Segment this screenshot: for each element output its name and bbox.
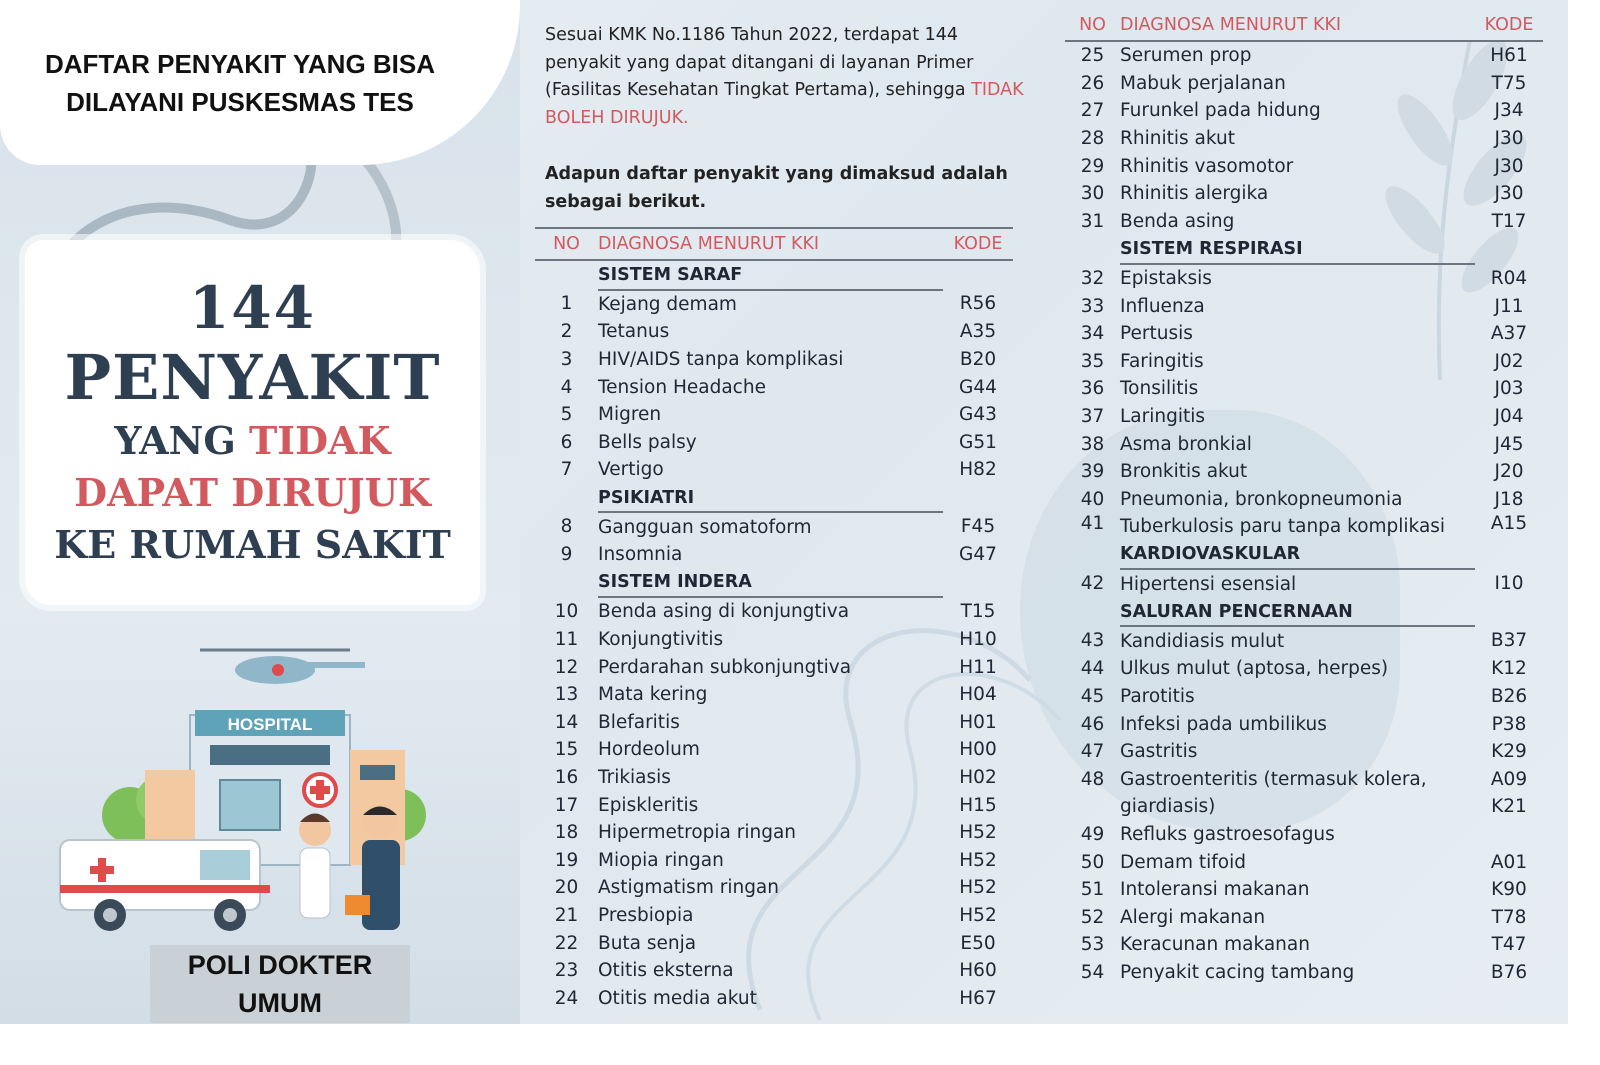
header-title-line-2: DILAYANI PUSKESMAS TES <box>66 86 414 117</box>
row-number: 34 <box>1080 323 1105 345</box>
intro-subtext: Adapun daftar penyakit yang dimaksud adalah sebagai berikut. <box>545 164 1008 212</box>
row-code: G51 <box>959 431 997 453</box>
row-code: H15 <box>959 794 997 816</box>
table-row <box>535 846 1013 874</box>
row-number: 32 <box>1080 267 1105 289</box>
row-code: T15 <box>960 600 996 622</box>
row-number: 44 <box>1080 658 1105 680</box>
row-number: 39 <box>1080 461 1105 483</box>
row-code: H52 <box>959 904 997 926</box>
row-number: 17 <box>554 794 579 816</box>
poli-label <box>150 945 410 1023</box>
row-diagnosis: Episkleritis <box>598 794 699 816</box>
row-diagnosis: giardiasis) <box>1120 796 1216 818</box>
row-diagnosis: Faringitis <box>1120 350 1204 372</box>
row-diagnosis: Migren <box>598 404 662 426</box>
intro-highlight: TIDAK BOLEH DIRUJUK. <box>545 80 1024 128</box>
row-number: 9 <box>560 544 573 566</box>
row-number: 14 <box>554 711 579 733</box>
table-row <box>535 373 1013 401</box>
header-code: KODE <box>1475 10 1543 41</box>
row-diagnosis: Influenza <box>1120 295 1205 317</box>
row-number: 7 <box>560 459 573 481</box>
table-row <box>1065 821 1543 849</box>
row-code: P38 <box>1491 713 1527 735</box>
row-number: 3 <box>560 349 573 371</box>
table-row <box>535 512 1013 541</box>
row-code: B20 <box>959 349 997 371</box>
row-code: B76 <box>1490 961 1528 983</box>
row-code: H67 <box>959 987 997 1009</box>
row-diagnosis: Infeksi pada umbilikus <box>1120 713 1327 735</box>
row-number: 1 <box>560 293 573 315</box>
row-code: B37 <box>1490 630 1528 652</box>
table-row <box>535 764 1013 792</box>
row-code: J18 <box>1494 488 1524 510</box>
poli-label-line-1: POLI DOKTER <box>187 950 373 980</box>
header-code: KODE <box>943 228 1013 260</box>
table-row <box>1065 903 1543 931</box>
banner-number: 144 <box>188 273 317 342</box>
table-row <box>535 318 1013 346</box>
table-row <box>1065 208 1543 236</box>
row-code: R04 <box>1490 267 1528 289</box>
section-spacer <box>943 260 1013 290</box>
row-diagnosis: Rhinitis alergika <box>1120 183 1269 205</box>
row-code: H02 <box>959 766 997 788</box>
row-diagnosis: Parotitis <box>1120 685 1195 707</box>
row-diagnosis: Rhinitis vasomotor <box>1120 155 1294 177</box>
row-number: 4 <box>560 376 573 398</box>
section-row <box>1065 598 1543 627</box>
table-row <box>1065 931 1543 959</box>
row-diagnosis: Demam tifoid <box>1120 851 1246 873</box>
section-title: SISTEM RESPIRASI <box>1120 235 1475 264</box>
table-row <box>535 346 1013 374</box>
row-code: K29 <box>1491 741 1527 763</box>
table-row <box>1065 180 1543 208</box>
row-number <box>1065 793 1120 821</box>
table-row <box>1065 430 1543 458</box>
section-title: SISTEM SARAF <box>598 260 943 290</box>
row-diagnosis: Gangguan somatoform <box>598 516 812 538</box>
row-number: 53 <box>1080 934 1105 956</box>
table-row <box>1065 97 1543 125</box>
row-diagnosis: Asma bronkial <box>1120 433 1252 455</box>
row-diagnosis: Epistaksis <box>1120 268 1212 290</box>
row-number: 29 <box>1080 155 1105 177</box>
row-diagnosis: Hipermetropia ringan <box>598 822 797 844</box>
table-row <box>535 597 1013 626</box>
section-row <box>535 569 1013 598</box>
table-row <box>535 791 1013 819</box>
row-code: J45 <box>1494 433 1524 455</box>
row-number: 2 <box>560 321 573 343</box>
banner-word: PENYAKIT <box>64 340 441 414</box>
row-diagnosis: Gastritis <box>1120 741 1198 763</box>
table-row <box>535 429 1013 457</box>
row-number: 25 <box>1080 45 1105 67</box>
row-diagnosis: Tonsilitis <box>1120 378 1199 400</box>
section-row <box>535 260 1013 290</box>
row-code: J34 <box>1494 100 1524 122</box>
row-number: 54 <box>1080 961 1105 983</box>
table-row <box>1065 264 1543 293</box>
row-number: 38 <box>1080 433 1105 455</box>
table-row <box>535 401 1013 429</box>
diagnosis-table-left <box>535 227 1013 1012</box>
row-code: E50 <box>960 932 996 954</box>
table-row <box>1065 152 1543 180</box>
row-diagnosis: Tetanus <box>598 321 670 343</box>
table-row <box>1065 403 1543 431</box>
row-code: H60 <box>959 960 997 982</box>
table-row <box>1065 876 1543 904</box>
section-spacer <box>1065 598 1120 627</box>
row-code: H01 <box>959 711 997 733</box>
intro-paragraph <box>545 22 1025 132</box>
table-header-row <box>1065 10 1543 41</box>
row-code: J30 <box>1494 128 1524 150</box>
section-title: SALURAN PENCERNAAN <box>1120 598 1475 627</box>
table-row <box>1065 626 1543 655</box>
row-diagnosis: Astigmatism ringan <box>598 877 779 899</box>
header-diagnosis: DIAGNOSA MENURUT KKI <box>1120 10 1475 41</box>
section-row <box>1065 541 1543 570</box>
row-code: H82 <box>959 459 997 481</box>
row-diagnosis: Vertigo <box>598 459 664 481</box>
row-diagnosis: Tuberkulosis paru tanpa komplikasi <box>1120 516 1446 538</box>
table-row <box>1065 848 1543 876</box>
row-number: 16 <box>554 766 579 788</box>
row-number: 6 <box>560 431 573 453</box>
row-number: 20 <box>554 877 579 899</box>
table-row <box>535 290 1013 319</box>
row-diagnosis: Insomnia <box>598 544 683 566</box>
table-row <box>1065 486 1543 514</box>
row-code: A01 <box>1490 851 1528 873</box>
intro-text: Sesuai KMK No.1186 Tahun 2022, terdapat 144 penyakit yang dapat ditangani di layanan Primer (Fasilitas Kesehatan Tingkat Pertama), sehingga <box>545 25 974 100</box>
table-row <box>1065 125 1543 153</box>
section-spacer <box>535 484 598 513</box>
row-code: G47 <box>959 544 997 566</box>
row-number: 45 <box>1080 685 1105 707</box>
section-spacer <box>1065 541 1120 570</box>
row-diagnosis: Alergi makanan <box>1120 906 1266 928</box>
row-number: 47 <box>1080 741 1105 763</box>
row-number: 21 <box>554 904 579 926</box>
section-spacer <box>535 260 598 290</box>
row-code: H52 <box>959 822 997 844</box>
row-code: H61 <box>1490 45 1528 67</box>
table-row <box>1065 738 1543 766</box>
row-diagnosis: Tension Headache <box>598 376 766 398</box>
section-title: SISTEM INDERA <box>598 569 943 598</box>
row-diagnosis: Otitis eksterna <box>598 960 734 982</box>
row-number: 12 <box>554 656 579 678</box>
row-number: 10 <box>554 600 579 622</box>
row-diagnosis: Miopia ringan <box>598 849 724 871</box>
row-code: R56 <box>959 293 997 315</box>
row-code: K90 <box>1491 879 1527 901</box>
row-diagnosis: Buta senja <box>598 932 697 954</box>
row-code: H52 <box>959 877 997 899</box>
row-diagnosis: Pneumonia, bronkopneumonia <box>1120 488 1403 510</box>
table-row <box>535 541 1013 569</box>
row-diagnosis: Bells palsy <box>598 431 697 453</box>
table-row <box>535 957 1013 985</box>
table-row <box>535 929 1013 957</box>
row-code: H10 <box>959 629 997 651</box>
hospital-sign: HOSPITAL <box>227 715 313 734</box>
table-row <box>1065 569 1543 598</box>
row-code: J04 <box>1494 406 1524 428</box>
table-row <box>535 681 1013 709</box>
table-row <box>535 709 1013 737</box>
row-code: H04 <box>959 684 997 706</box>
row-code: J02 <box>1494 350 1524 372</box>
section-title: PSIKIATRI <box>598 484 943 513</box>
row-diagnosis: Serumen prop <box>1120 45 1252 67</box>
table-row <box>535 874 1013 902</box>
row-diagnosis: Furunkel pada hidung <box>1120 100 1321 122</box>
row-number: 15 <box>554 739 579 761</box>
row-code: B26 <box>1490 685 1528 707</box>
table-row <box>1065 320 1543 348</box>
row-code: G43 <box>959 404 997 426</box>
row-diagnosis: HIV/AIDS tanpa komplikasi <box>598 349 844 371</box>
row-diagnosis: Benda asing di konjungtiva <box>598 601 850 623</box>
section-spacer <box>1475 235 1543 264</box>
row-diagnosis: Pertusis <box>1120 323 1193 345</box>
table-row <box>535 653 1013 681</box>
table-row <box>1065 348 1543 376</box>
row-code: H11 <box>959 656 997 678</box>
row-diagnosis: Intoleransi makanan <box>1120 879 1310 901</box>
row-number: 42 <box>1080 573 1105 595</box>
table-row <box>1065 765 1543 793</box>
row-code: A35 <box>959 321 997 343</box>
section-row <box>535 484 1013 513</box>
row-diagnosis: Penyakit cacing tambang <box>1120 961 1355 983</box>
poli-label-line-2: UMUM <box>238 988 322 1018</box>
row-code: T17 <box>1491 210 1527 232</box>
section-spacer <box>1475 541 1543 570</box>
table-row <box>1065 41 1543 70</box>
row-number: 31 <box>1080 210 1105 232</box>
row-code: A37 <box>1490 323 1528 345</box>
table-row <box>1065 513 1543 541</box>
row-number: 28 <box>1080 128 1105 150</box>
section-spacer <box>1475 598 1543 627</box>
row-code: J11 <box>1494 295 1524 317</box>
row-number: 49 <box>1080 823 1105 845</box>
header-no: NO <box>535 228 598 260</box>
row-number: 41 <box>1080 513 1105 535</box>
row-code: T47 <box>1491 934 1527 956</box>
row-number: 19 <box>554 849 579 871</box>
row-code: K21 <box>1491 796 1527 818</box>
row-number: 46 <box>1080 713 1105 735</box>
row-diagnosis: Kandidiasis mulut <box>1120 630 1285 652</box>
section-title: KARDIOVASKULAR <box>1120 541 1475 570</box>
row-diagnosis: Presbiopia <box>598 904 694 926</box>
table-row <box>1065 375 1543 403</box>
row-diagnosis: Gastroenteritis (termasuk kolera, <box>1120 768 1427 790</box>
banner-line-3a: YANG <box>114 417 250 463</box>
row-code: G44 <box>959 376 997 398</box>
row-diagnosis: Mabuk perjalanan <box>1120 72 1286 94</box>
row-diagnosis: Blefaritis <box>598 711 680 733</box>
row-number: 23 <box>554 960 579 982</box>
table-row <box>1065 292 1543 320</box>
header-diagnosis: DIAGNOSA MENURUT KKI <box>598 228 943 260</box>
row-code: F45 <box>960 516 996 538</box>
banner-line-3b: TIDAK <box>249 417 391 463</box>
row-number: 37 <box>1080 406 1105 428</box>
row-code: J30 <box>1494 183 1524 205</box>
row-number: 13 <box>554 684 579 706</box>
row-diagnosis: Rhinitis akut <box>1120 128 1235 150</box>
row-number: 30 <box>1080 183 1105 205</box>
table-row <box>1065 959 1543 987</box>
row-diagnosis: Perdarahan subkonjungtiva <box>598 656 852 678</box>
row-diagnosis: Kejang demam <box>598 293 737 315</box>
row-code: J20 <box>1494 461 1524 483</box>
row-number: 36 <box>1080 378 1105 400</box>
diagnosis-table-right <box>1065 10 1543 986</box>
header-cloud <box>0 0 520 165</box>
row-number: 26 <box>1080 72 1105 94</box>
table-row <box>1065 458 1543 486</box>
table-header-row <box>535 228 1013 260</box>
banner-line-5: KE RUMAH SAKIT <box>54 521 451 567</box>
header-title-line-1: DAFTAR PENYAKIT YANG BISA <box>44 48 436 79</box>
helicopter-icon <box>200 650 365 684</box>
section-spacer <box>943 569 1013 598</box>
table-row <box>1065 683 1543 711</box>
row-diagnosis: Hordeolum <box>598 739 700 761</box>
section-spacer <box>943 484 1013 513</box>
table-row <box>535 902 1013 930</box>
row-number: 51 <box>1080 879 1105 901</box>
section-row <box>1065 235 1543 264</box>
section-spacer <box>535 569 598 598</box>
row-code <box>1475 821 1543 849</box>
section-spacer <box>1065 235 1120 264</box>
banner-line-4: DAPAT DIRUJUK <box>74 469 431 515</box>
table-row <box>535 984 1013 1012</box>
table-row <box>1065 655 1543 683</box>
row-code: K12 <box>1491 658 1527 680</box>
row-diagnosis: Benda asing <box>1120 210 1235 232</box>
ambulance-icon <box>60 840 270 931</box>
row-code: J30 <box>1494 155 1524 177</box>
banner-line-3 <box>114 415 390 467</box>
row-code: A09 <box>1490 768 1528 790</box>
row-code: A15 <box>1490 513 1528 535</box>
row-number: 5 <box>560 404 573 426</box>
row-number: 27 <box>1080 100 1105 122</box>
row-diagnosis: Konjungtivitis <box>598 629 724 651</box>
table-row <box>535 819 1013 847</box>
row-number: 48 <box>1080 768 1105 790</box>
row-number: 18 <box>554 822 579 844</box>
title-banner <box>25 240 480 605</box>
table-row <box>535 736 1013 764</box>
row-diagnosis: Mata kering <box>598 684 708 706</box>
left-panel <box>0 0 520 1024</box>
row-diagnosis: Ulkus mulut (aptosa, herpes) <box>1120 658 1389 680</box>
row-number: 11 <box>554 629 579 651</box>
row-code: I10 <box>1494 573 1524 595</box>
row-number: 43 <box>1080 630 1105 652</box>
row-number: 8 <box>560 516 573 538</box>
table-row <box>1065 793 1543 821</box>
row-code: J03 <box>1494 378 1524 400</box>
row-number: 24 <box>554 987 579 1009</box>
row-code: H00 <box>959 739 997 761</box>
row-diagnosis: Refluks gastroesofagus <box>1120 823 1335 845</box>
hospital-illustration <box>50 640 470 940</box>
table-row <box>535 626 1013 654</box>
row-diagnosis: Otitis media akut <box>598 987 757 1009</box>
table-row <box>1065 70 1543 98</box>
row-number: 22 <box>554 932 579 954</box>
row-code: T75 <box>1491 72 1527 94</box>
row-number: 33 <box>1080 295 1105 317</box>
row-code: T78 <box>1491 906 1527 928</box>
row-number: 40 <box>1080 488 1105 510</box>
header-no: NO <box>1065 10 1120 41</box>
table-row <box>535 456 1013 484</box>
row-number: 50 <box>1080 851 1105 873</box>
row-diagnosis: Laringitis <box>1120 406 1206 428</box>
row-diagnosis: Bronkitis akut <box>1120 461 1248 483</box>
row-diagnosis: Hipertensi esensial <box>1120 573 1297 595</box>
row-number: 35 <box>1080 350 1105 372</box>
row-diagnosis: Keracunan makanan <box>1120 934 1310 956</box>
row-number: 52 <box>1080 906 1105 928</box>
table-row <box>1065 710 1543 738</box>
row-code: H52 <box>959 849 997 871</box>
row-diagnosis: Trikiasis <box>598 766 671 788</box>
